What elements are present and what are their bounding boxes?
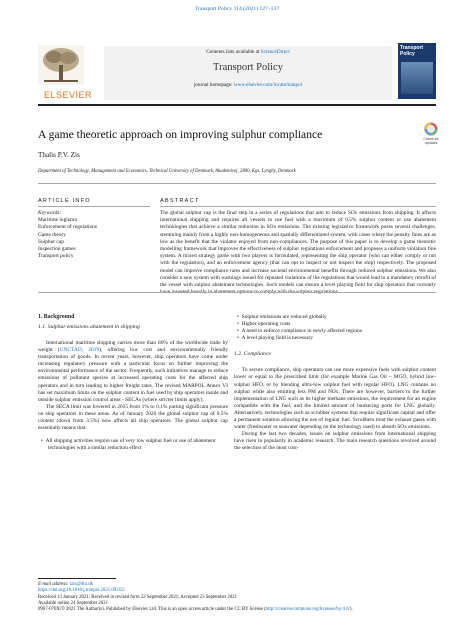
journal-homepage-link[interactable]: www.elsevier.com/locate/tranpol: [233, 82, 303, 88]
citation-link[interactable]: UNCTAD, 2019: [59, 347, 100, 354]
cover-title: Transport Policy: [400, 45, 424, 57]
keyword: Transport policy: [38, 253, 74, 260]
bullet-item: • All shipping activities require use of very low sulphur fuel or use of abatement technologies with a similar reduction effect: [41, 438, 216, 452]
author-name: Thalis P.V. Zis: [38, 151, 80, 159]
keyword: Inspection games: [38, 246, 76, 253]
available-online: Available online 24 September 2021: [38, 600, 108, 606]
author-affiliation: Department of Technology, Management and Economics, Technical University of Denmark, Akademivej, 2800, Kgs. Lyngby, Denmark: [38, 169, 296, 174]
bullet-item: • A need to enforce compliance in newly affected regions: [237, 328, 362, 335]
abstract-heading: ABSTRACT: [160, 198, 200, 204]
divider: [38, 292, 436, 293]
keyword: Game theory: [38, 231, 66, 238]
check-for-updates-icon[interactable]: [424, 122, 438, 136]
bullet-text: Sulphur emissions are reduced globally: [241, 314, 327, 320]
paragraph: The SECA limit was lowered in 2015 from 1% to 0.1% putting significant pressure on ship operators in these areas. As of January 2020 the global sulphur cap of 0.5% content (down from 3.5%) now affects all ship operators. The global sulphur cap essentially means that:: [38, 403, 228, 432]
license-link[interactable]: http://creativecommons.org/licenses/by/4.0/: [265, 607, 350, 613]
doi-link[interactable]: https://doi.org/10.1016/j.tranpol.2021.09.012: [38, 588, 125, 594]
bullet-text: Higher operating costs: [241, 321, 291, 328]
contents-prefix: Contents lists available at: [206, 49, 261, 55]
body-column-right: [234, 314, 436, 453]
check-for-updates-label[interactable]: Check for updates: [423, 137, 439, 145]
keyword: Enforcement of regulations: [38, 224, 97, 231]
paragraph-text: International maritime shipping carries more than 80% of the worldwide trade by weight (: [38, 340, 228, 354]
article-info-heading: ARTICLE INFO: [38, 198, 91, 204]
email-label: E-mail address:: [38, 582, 70, 587]
homepage-prefix: journal homepage:: [193, 82, 234, 88]
sciencedirect-link[interactable]: ScienceDirect: [260, 49, 290, 55]
bullet-item: • Higher operating costs: [237, 321, 291, 328]
paragraph: [38, 340, 228, 404]
journal-banner: [104, 46, 392, 100]
divider: [160, 206, 436, 207]
homepage-line: [104, 82, 392, 88]
received-dates: Received 13 January 2021; Received in revised form 22 September 2021; Accepted 23 September 2021: [38, 594, 238, 600]
cover-image: [401, 62, 433, 94]
keyword: Maritime logistics: [38, 217, 78, 224]
bullet-item: • A level playing field is necessary: [237, 335, 313, 342]
copyright-text: 0967-070X/© 2021 The Author(s). Published by Elsevier Ltd. This is an open access article under the CC BY license (: [38, 607, 266, 613]
journal-cover: [398, 43, 436, 99]
paragraph-text: ), offering low cost and environmentally friendly transportation of goods. In recent years, however, ship operators have come under increasing regulatory pressure with a particular focus on further improving the environmental performance of the sector. Frequently, such initiatives manage to reduce emissions of pollutant species at increased operating costs for the affected ship operators and in turn leading to higher freight rates. The revised MARPOL Annex VI has set maximum limits on the sulphur content in fuel used by ship operators inside and outside sulphur emission control areas - SECAs (where stricter limits apply).: [38, 347, 228, 403]
abstract-text: The global sulphur cap is the final step in a series of regulations that aim to reduce SOx emissions from shipping. It affects international shipping and requires all vessels to use fuel with a maximum of 0.5% sulphur content or use abatement technologies that achieve a similar reduction in SOx emissions. The existing legislative framework poses several challenges, stemming mainly from a highly non-homogeneous and spatially differentiated system, with cases where the penalty fines are as low as the benefit that the violator enjoyed from non-compliances. The purpose of this paper is to develop a game theoretic modelling framework that improves the effectiveness of sulphur regulations enforcement and proposes a uniform violation fine system. A mixed strategy game with two players is formulated, representing the ship operator (who can either comply or not with the regulation), and an enforcement agency (that can opt to inspect or not inspect the ship) respectively. The proposed model can improve compliance rates and increase societal environmental benefits through reduced sulphur emissions. We also consider a new system with warnings issued for repeated violations of the regulations that would lead to a mandatory retrofit of the vessel with sulphur abatement technologies. Such models can ensure a level playing field for ship operators that currently: [160, 210, 436, 289]
divider: [38, 206, 150, 207]
elsevier-wordmark: ELSEVIER: [43, 90, 93, 100]
copyright-line: [38, 607, 438, 613]
bullet-text: A need to enforce compliance in newly affected regions: [241, 328, 362, 335]
journal-reference[interactable]: Transport Policy 114 (2021) 127–137: [194, 6, 280, 12]
section-heading: 1. Background: [38, 314, 75, 320]
subsection-heading: 1.2. Compliance: [234, 351, 271, 358]
bullet-text: A level playing field is necessary: [241, 335, 313, 342]
elsevier-logo: [38, 45, 98, 101]
email-link[interactable]: tzis@dtu.dk: [69, 582, 94, 587]
paragraph: To secure compliance, ship operators can use more expensive fuels with sulphur content lower or equal to the prescribed limit (for example Marine Gas Oil – MGO, hybrid low-sulphur HFO, or by blending ultra-low sulphur fuel with regular HFO). LNG contains no sulphur while also emitting less PM and NOx. There are however, barriers to the further implementation of LNG such as its higher methane emissions, the requirement for an engine compatible with the fuel, and the limited amount of bunkering ports for LNG globally. Alternatively, technologies such as scrubber systems that require significant capital and offer a permanent solution allowing the use of regular fuel. Scrubbers treat the exhaust gases with water (freshwater or seawater depending on the technology used) to absorb SOx emissions.: [234, 367, 436, 431]
body-column-left: [38, 314, 228, 452]
journal-name: Transport Policy: [213, 62, 283, 73]
copyright-text: ).: [349, 607, 353, 613]
paragraph: During the last two decades, issues on sulphur emissions from international shipping have risen in popularity in academic research. The main research questions revolved around the selection of the most cost-: [234, 431, 436, 452]
bullet-item: • Sulphur emissions are reduced globally: [237, 314, 327, 320]
keywords-label: Keywords:: [38, 210, 62, 216]
subsection-heading: 1.1. Sulphur emissions abatement in shipping: [38, 324, 140, 330]
footer: [38, 582, 438, 613]
bullet-text: All shipping activities require use of very low sulphur fuel or use of abatement technologies with a similar reduction effect: [45, 438, 216, 452]
header-rule: [38, 104, 436, 106]
footnote-rule: [38, 578, 116, 579]
keywords-list: [38, 210, 150, 260]
divider: [38, 183, 436, 184]
article-title: A game theoretic approach on improving sulphur compliance: [38, 128, 323, 141]
elsevier-tree-icon: [38, 45, 84, 85]
contents-line: [104, 49, 392, 55]
keyword: Sulphur cap: [38, 238, 64, 245]
